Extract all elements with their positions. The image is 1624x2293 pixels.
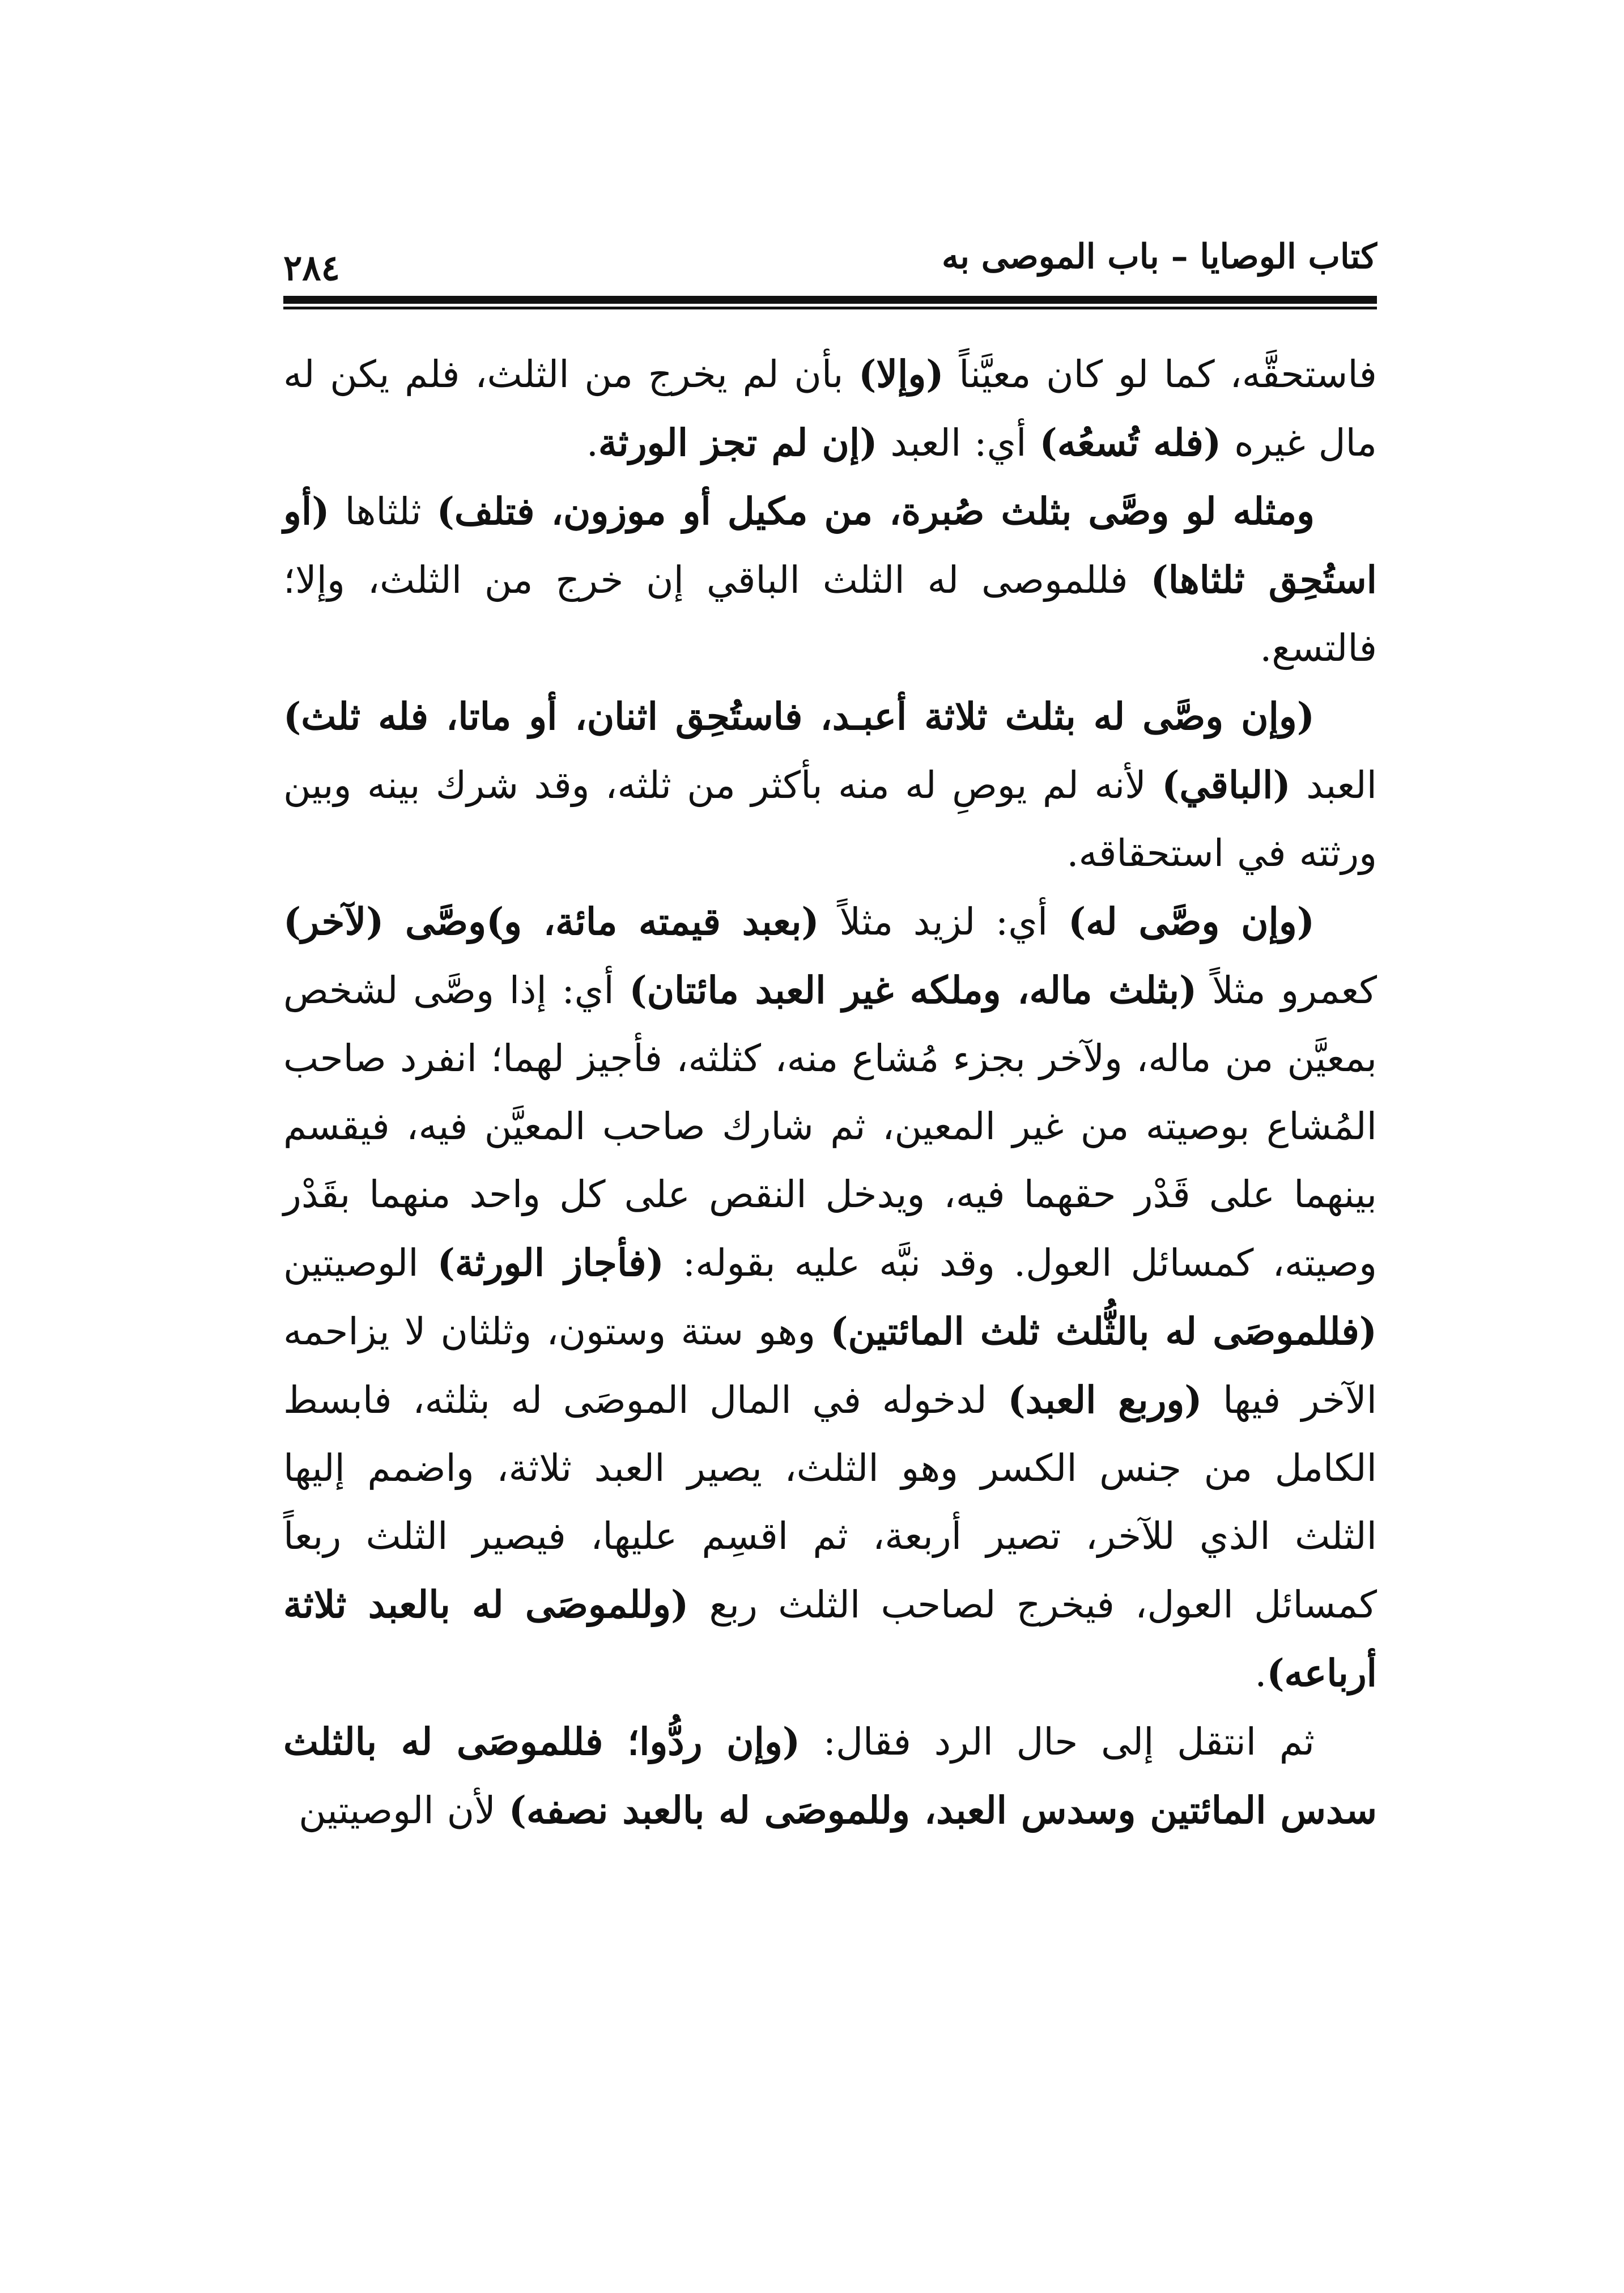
commentary-text: لدخوله في المال الموصَى له بثلثه، فابسط الكامل من جنس الكسر وهو الثلث، يصير العبد ثلاثة، واضمم إليها الثلث الذي للآخر، تصير أربعة، ثم اقسِم عليها، فيصير الثلث ربعاً كمسائل العول، فيخرج لصاحب الثلث ربع (283, 1378, 1378, 1627)
paragraph (283, 1708, 1377, 1845)
header-rule-thick (283, 296, 1377, 304)
quoted-matn-text: ومثله لو وصَّى بثلث صُبرة، من مكيل أو موزون، فتلف) (436, 489, 1315, 533)
paragraph (283, 340, 1377, 477)
paragraph (283, 477, 1377, 682)
quoted-matn-text: (وإلا) (858, 352, 944, 396)
commentary-text: كعمرو مثلاً (1197, 969, 1377, 1012)
commentary-text: . (586, 421, 598, 465)
quoted-matn-text: (بعبد قيمته مائة، و)وصَّى (لآخر) (283, 899, 819, 944)
commentary-text: ثم انتقل إلى حال الرد فقال: (800, 1720, 1315, 1764)
quoted-matn-text: (إن لم تجز الورثة (598, 421, 878, 465)
commentary-text: أي: العبد (877, 421, 1040, 465)
commentary-text: لأنه لم يوصِ له منه بأكثر من ثلثه، وقد شرك بينه وبين ورثته في استحقاقه. (283, 763, 1377, 875)
quoted-matn-text: (بثلث ماله، وملكه غير العبد مائتان) (629, 968, 1197, 1012)
quoted-matn-text: (وإن وصَّى له بثلث ثلاثة أعبـد، فاستُحِق اثنان، أو ماتا، فله ثلث) (283, 694, 1315, 738)
quoted-matn-text: (الباقي) (1162, 763, 1291, 807)
commentary-text: أي: لزيد مثلاً (819, 900, 1068, 944)
commentary-text: الوصيتين (283, 1241, 437, 1285)
commentary-text: فاستحقَّه، كما لو كان معيَّناً (943, 353, 1377, 396)
commentary-text: . (1255, 1651, 1267, 1695)
commentary-text: لأن الوصيتين (299, 1789, 509, 1832)
commentary-text: بأن لم يخرج من الثلث، فلم يكن له مال غيره (283, 353, 1377, 465)
quoted-matn-text: (أو استُحِق ثلثاها) (283, 489, 1377, 602)
commentary-text: ثلثاها (329, 490, 437, 533)
commentary-text: وهو ستة وستون، وثلثان لا يزاحمه الآخر فيها (283, 1310, 1377, 1422)
paragraph (283, 888, 1377, 1708)
quoted-matn-text: (فللموصَى له بالثُّلث ثلث المائتين) (830, 1309, 1377, 1353)
commentary-text: فللموصى له الثلث الباقي إن خرج من الثلث، وإلا؛ فالتسع. (283, 558, 1377, 670)
quoted-matn-text: (وربع العبد) (1007, 1378, 1202, 1422)
commentary-text: العبد (1290, 763, 1377, 807)
running-title: كتاب الوصايا – باب الموصى به (942, 237, 1377, 277)
commentary-text: أي: إذا وصَّى لشخص بمعيَّن من ماله، ولآخر بجزء مُشاع منه، كثلثه، فأجيز لهما؛ انفرد صاحب المُشاع بوصيته من غير المعين، ثم شارك صاحب المعيَّن فيه، فيقسم بينهما على قَدْر حقهما فيه، ويدخل النقص على كل واحد منهما بقَدْر وصيته، كمسائل العول. وقد نبَّه عليه بقوله: (283, 969, 1377, 1285)
page-number: ٢٨٤ (283, 247, 340, 288)
header-rule-thin (283, 307, 1377, 309)
body-text (283, 340, 1377, 1845)
paragraph (283, 682, 1377, 888)
quoted-matn-text: (وإن وصَّى له) (1068, 899, 1315, 944)
running-header (283, 230, 1377, 292)
quoted-matn-text: (فله تُسعُه) (1039, 421, 1222, 465)
quoted-matn-text: (وللموصَى له بالعبد ثلاثة أرباعه) (283, 1582, 1377, 1695)
quoted-matn-text: (وإن ردُّوا؛ فللموصَى له بالثلث سدس المائتين وسدس العبد، وللموصَى له بالعبد نصفه) (283, 1719, 1377, 1832)
quoted-matn-text: (فأجاز الورثة) (437, 1241, 664, 1285)
